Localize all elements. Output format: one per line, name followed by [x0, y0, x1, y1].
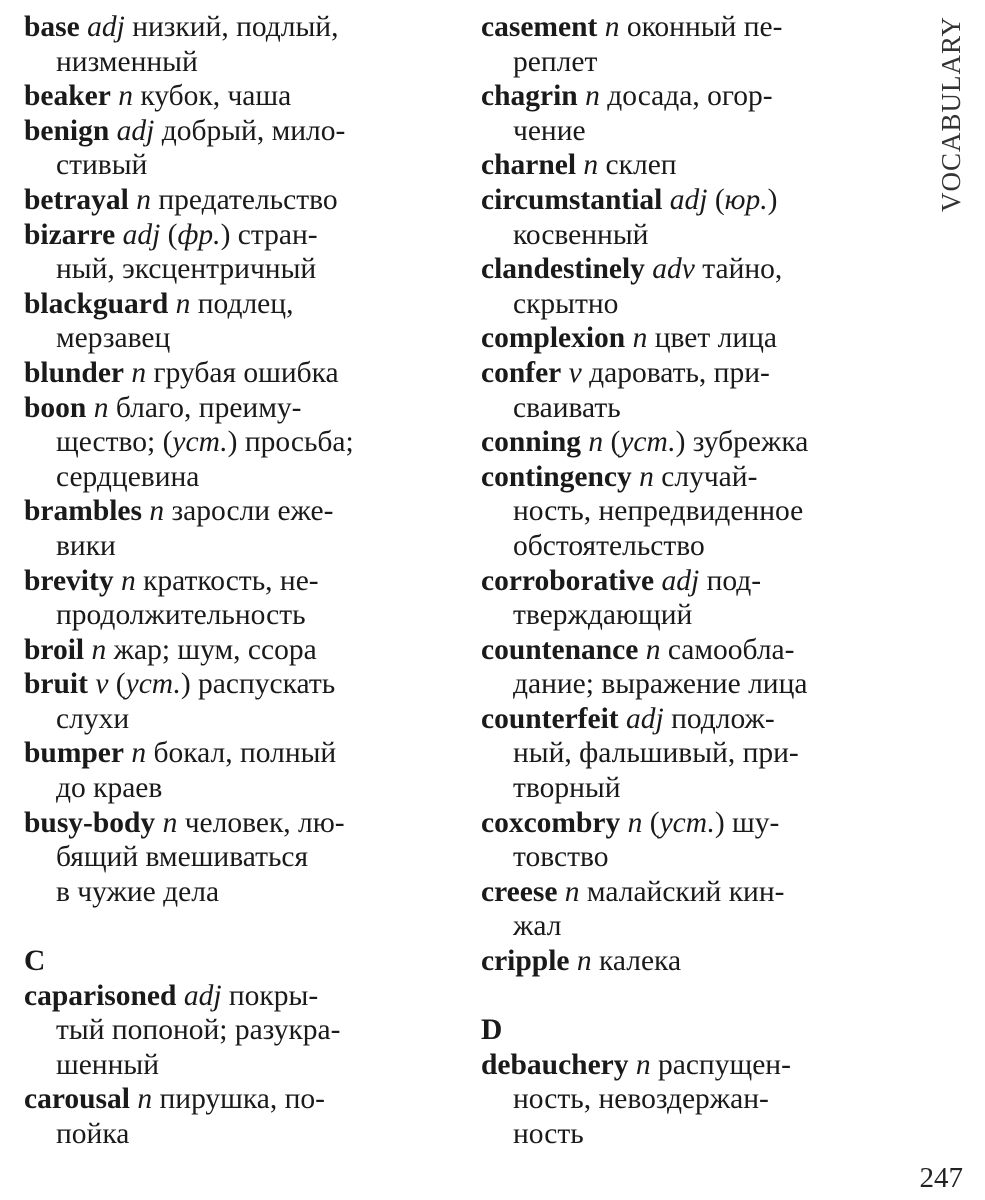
definition: цвет лица [647, 322, 778, 355]
definition-cont: ный, эксцентричный [56, 253, 317, 286]
entry-clandestinely [481, 252, 911, 321]
definition-cont: дание; выражение лица [513, 668, 808, 701]
part-of-speech: adj [625, 702, 664, 735]
definition: случай- [653, 460, 758, 493]
entry-casement [481, 10, 911, 79]
entry-countenance [481, 633, 911, 702]
headword: contingency [481, 460, 632, 493]
part-of-speech: n [627, 806, 643, 839]
part-of-speech: n [175, 287, 191, 320]
definition-cont: вики [56, 529, 116, 562]
usage-note: уст. [172, 426, 228, 459]
definition-cont: бящий вмешиваться [56, 841, 309, 874]
entry-base [24, 10, 454, 79]
definition: пирушка, по- [152, 1083, 325, 1116]
part-of-speech: n [136, 183, 151, 216]
headword: conning [481, 426, 582, 459]
definition: заросли еже- [164, 495, 334, 528]
part-of-speech: n [632, 322, 648, 355]
part-of-speech: n [137, 1083, 153, 1116]
headword: circumstantial [481, 183, 663, 216]
part-of-speech: n [576, 945, 592, 978]
entry-corroborative [481, 564, 911, 633]
part-of-speech: adj [661, 564, 700, 597]
headword: caparisoned [24, 979, 177, 1012]
headword: charnel [481, 149, 577, 182]
definition-cont: сваивать [513, 391, 621, 424]
definition-cont: ность, невоздержан- [513, 1083, 769, 1116]
entry-brevity [24, 564, 454, 633]
definition: покры- [221, 979, 319, 1012]
paren-open: ( [707, 183, 725, 216]
paren-open: ( [108, 668, 126, 701]
definition-cont: обстоятельство [513, 529, 705, 562]
definition-cont: в чужие дела [56, 875, 220, 908]
entry-brambles [24, 494, 454, 563]
entry-coxcombry [481, 806, 911, 875]
part-of-speech: n [93, 391, 109, 424]
definition: распущен- [650, 1048, 791, 1081]
definition-cont: ность [513, 1118, 584, 1150]
page-number: 247 [919, 1162, 963, 1194]
part-of-speech: n [583, 149, 599, 182]
entry-beaker [24, 79, 454, 114]
entry-blunder [24, 356, 454, 391]
definition-cont: реплет [513, 45, 598, 78]
definition: ) зубрежка [675, 426, 809, 459]
headword: creese [481, 875, 558, 908]
usage-note: юр. [724, 183, 768, 216]
part-of-speech: v [568, 356, 582, 389]
definition-cont: чение [513, 114, 586, 147]
part-of-speech: n [149, 495, 165, 528]
headword: coxcombry [481, 806, 621, 839]
part-of-speech: adj [122, 218, 161, 251]
part-of-speech: n [635, 1048, 651, 1081]
definition: под- [699, 564, 762, 597]
part-of-speech: adj [87, 11, 125, 43]
paren-open: ( [603, 426, 621, 459]
definition: ) стран- [220, 218, 318, 251]
definition: оконный пе- [619, 11, 783, 43]
part-of-speech: n [91, 633, 107, 666]
definition: подлож- [663, 702, 775, 735]
part-of-speech: adj [183, 979, 222, 1012]
entry-broil [24, 633, 454, 668]
definition: ) шу- [714, 806, 780, 839]
definition-cont: пойка [56, 1118, 130, 1150]
headword: benign [24, 114, 110, 147]
entry-benign [24, 114, 454, 183]
entry-contingency [481, 460, 911, 564]
entry-bruit [24, 667, 454, 736]
right-column [481, 10, 911, 1152]
part-of-speech: n [120, 564, 136, 597]
definition-cont: тверждающий [513, 599, 693, 632]
definition: самообла- [660, 633, 795, 666]
entry-carousal [24, 1082, 454, 1151]
part-of-speech: n [585, 80, 600, 113]
definition: краткость, не- [135, 564, 319, 597]
section-side-label: VOCABULARY [936, 15, 966, 212]
definition-cont: сердцевина [56, 460, 200, 493]
definition-cont: товство [513, 841, 609, 874]
definition: даровать, при- [581, 356, 770, 389]
part-of-speech: n [639, 460, 654, 493]
definition-cont: слухи [56, 702, 130, 735]
entry-boon [24, 391, 454, 495]
headword: complexion [481, 322, 626, 355]
usage-note: уст. [620, 426, 676, 459]
part-of-speech: n [162, 806, 178, 839]
definition: низкий, подлый, [124, 11, 339, 43]
definition-cont: продолжительность [56, 599, 306, 632]
definition-cont: мерзавец [56, 322, 171, 355]
headword: base [24, 11, 80, 43]
definition: жар; шум, ссора [106, 633, 317, 666]
part-of-speech: v [95, 668, 109, 701]
headword: casement [481, 11, 598, 43]
headword: countenance [481, 633, 639, 666]
definition: досада, огор- [599, 80, 773, 113]
entry-conning [481, 425, 911, 460]
headword: betrayal [24, 183, 129, 216]
definition-cont: шенный [56, 1048, 159, 1081]
headword: blackguard [24, 287, 169, 320]
entry-caparisoned [24, 979, 454, 1083]
definition-cont: тый попоной; разукра- [56, 1014, 341, 1047]
headword: confer [481, 356, 562, 389]
entry-cripple [481, 944, 911, 979]
part-of-speech: n [118, 80, 133, 113]
headword: broil [24, 633, 85, 666]
headword: boon [24, 391, 87, 424]
part-of-speech: n [588, 426, 604, 459]
definition: ) распускать [180, 668, 336, 701]
headword: beaker [24, 80, 111, 113]
usage-note: уст. [659, 806, 715, 839]
part-of-speech: n [131, 737, 147, 770]
headword: debauchery [481, 1048, 629, 1081]
headword: carousal [24, 1083, 130, 1116]
entry-charnel [481, 148, 911, 183]
headword: clandestinely [481, 253, 645, 286]
headword: bruit [24, 668, 88, 701]
section-letter-d: D [481, 1014, 503, 1047]
entry-circumstantial [481, 183, 911, 252]
definition: бокал, полный [146, 737, 337, 770]
definition: грубая ошибка [146, 356, 339, 389]
definition-cont: до краев [56, 772, 163, 805]
entry-chagrin [481, 79, 911, 148]
part-of-speech: n [645, 633, 661, 666]
definition-cont: щество; ( [56, 426, 173, 459]
entry-creese [481, 875, 911, 944]
part-of-speech: adj [669, 183, 708, 216]
definition-cont: ность, непредвиденное [513, 495, 804, 528]
definition-cont: ный, фальшивый, при- [513, 737, 799, 770]
entry-blackguard [24, 287, 454, 356]
paren-close: ) [767, 183, 778, 216]
section-letter-c: C [24, 945, 46, 978]
part-of-speech: adj [116, 114, 155, 147]
headword: chagrin [481, 80, 578, 113]
definition-cont: творный [513, 772, 621, 805]
definition-cont: жал [513, 910, 562, 943]
definition: малайский кин- [579, 875, 785, 908]
definition: благо, преиму- [108, 391, 302, 424]
definition-cont: низменный [56, 45, 198, 78]
paren-open: ( [160, 218, 178, 251]
headword: counterfeit [481, 702, 619, 735]
definition: склеп [598, 149, 677, 182]
left-column [24, 10, 454, 1152]
headword: corroborative [481, 564, 655, 597]
definition: предательство [151, 183, 338, 216]
definition-cont: косвенный [513, 218, 649, 251]
entry-busy-body [24, 806, 454, 910]
paren-open: ( [642, 806, 660, 839]
headword: brevity [24, 564, 114, 597]
entry-bizarre [24, 218, 454, 287]
part-of-speech: adv [652, 253, 695, 286]
entry-debauchery [481, 1048, 911, 1152]
part-of-speech: n [604, 11, 620, 43]
definition-cont: скрытно [513, 287, 619, 320]
definition: добрый, мило- [154, 114, 346, 147]
part-of-speech: n [131, 356, 147, 389]
headword: blunder [24, 356, 125, 389]
headword: brambles [24, 495, 142, 528]
definition-cont: стивый [56, 149, 148, 182]
definition: человек, лю- [177, 806, 345, 839]
definition: тайно, [694, 253, 783, 286]
definition-cont: ) просьба; [227, 426, 354, 459]
headword: cripple [481, 945, 570, 978]
entry-counterfeit [481, 702, 911, 806]
entry-confer [481, 356, 911, 425]
usage-note: уст. [125, 668, 181, 701]
entry-complexion [481, 321, 911, 356]
usage-note: фр. [177, 218, 221, 251]
headword: bizarre [24, 218, 116, 251]
headword: busy-body [24, 806, 156, 839]
definition: калека [591, 945, 682, 978]
entry-betrayal [24, 183, 454, 218]
entry-bumper [24, 736, 454, 805]
definition: кубок, чаша [132, 80, 292, 113]
part-of-speech: n [564, 875, 580, 908]
headword: bumper [24, 737, 124, 770]
definition: подлец, [190, 287, 294, 320]
